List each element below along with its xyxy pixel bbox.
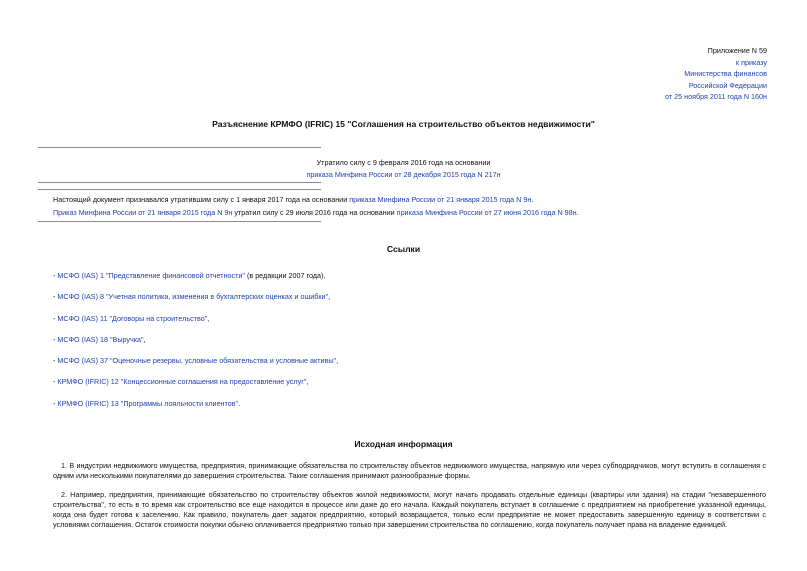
note-text: утратил силу с 29 июля 2016 года на основании — [232, 208, 397, 217]
list-item-suffix: , — [207, 313, 210, 323]
list-item — [53, 399, 338, 420]
list-item-prefix: - — [53, 271, 58, 280]
list-item-prefix: - — [53, 356, 58, 366]
list-item — [53, 271, 338, 292]
list-item — [53, 356, 338, 377]
section-heading: Исходная информация — [354, 439, 453, 449]
reference-link[interactable]: КРМФО (IFRIC) 12 "Концессионные соглашения на предоставление услуг" — [57, 377, 307, 387]
list-item-prefix: - — [53, 398, 58, 408]
document-title: Разъяснение КРМФО (IFRIC) 15 "Соглашения на строительство объектов недвижимости" — [212, 119, 595, 129]
status-note-line — [53, 193, 579, 206]
list-item-suffix: (в редакции 2007 года), — [244, 271, 326, 280]
list-item-prefix: - — [53, 313, 58, 323]
expired-text: Утратило силу с 9 февраля 2016 года на основании — [316, 158, 491, 167]
paragraph: 1. В индустрии недвижимого имущества, предприятия, принимающие обязательства по строительству объектов недвижимого имущества, напрямую или через субподрядчиков, могут вступить в соглашения с одним или несколькими покупателями до завершения строительства. Такие соглашения принимают разнообразные формы. — [53, 461, 766, 480]
order-98n-link[interactable]: приказа Минфина России от 27 июня 2016 года N 98н — [396, 208, 577, 217]
order-9n-link-2[interactable]: Приказ Минфина России от 21 января 2015 года N 9н — [53, 208, 233, 217]
expired-order-link[interactable]: приказа Минфина России от 28 декабря 2015 года N 217н — [306, 169, 501, 179]
note-text: . — [576, 208, 579, 217]
expired-notice — [0, 157, 807, 180]
appendix-federation-link[interactable]: Российской Федерации — [688, 80, 767, 90]
list-item-prefix: - — [53, 377, 58, 387]
list-item — [53, 292, 338, 313]
order-9n-link[interactable]: приказа Минфина России от 21 января 2015 года N 9н — [349, 195, 532, 204]
divider — [38, 182, 321, 183]
note-text: Настоящий документ признавался утратившим силу с 1 января 2017 года на основании — [53, 195, 350, 204]
status-note — [53, 193, 579, 219]
list-item — [53, 314, 338, 335]
reference-link[interactable]: КРМФО (IFRIC) 13 "Программы лояльности клиентов" — [57, 398, 239, 408]
appendix-ministry-link[interactable]: Министерства финансов — [684, 69, 767, 78]
list-item-suffix: . — [238, 398, 241, 408]
appendix-date-link[interactable]: от 25 ноября 2011 года N 160н — [665, 92, 767, 101]
list-item-suffix: , — [306, 377, 309, 387]
divider — [38, 147, 321, 148]
reference-link[interactable]: МСФО (IAS) 11 "Договоры на строительство" — [57, 313, 208, 323]
list-item-suffix: , — [336, 356, 339, 366]
status-note-line — [53, 206, 579, 219]
list-item — [53, 335, 338, 356]
reference-link[interactable]: МСФО (IAS) 8 "Учетная политика, изменения в бухгалтерских оценках и ошибки" — [57, 292, 329, 302]
reference-link[interactable]: МСФО (IAS) 18 "Выручка" — [57, 334, 144, 344]
note-text: . — [531, 195, 534, 204]
divider — [38, 189, 321, 190]
appendix-block — [665, 45, 767, 103]
reference-link[interactable]: МСФО (IAS) 1 "Представление финансовой отчетности" — [57, 271, 245, 280]
references-list — [53, 271, 338, 420]
divider — [38, 221, 321, 222]
list-item-prefix: - — [53, 334, 58, 344]
list-item — [53, 377, 338, 398]
appendix-order-link[interactable]: к приказу — [735, 57, 767, 67]
list-item-suffix: , — [328, 292, 331, 302]
appendix-line: Приложение N 59 — [707, 46, 767, 55]
list-item-prefix: - — [53, 292, 58, 302]
reference-link[interactable]: МСФО (IAS) 37 "Оценочные резервы, условные обязательства и условные активы" — [57, 356, 337, 366]
list-item-suffix: , — [143, 334, 146, 344]
paragraph: 2. Например, предприятия, принимающие обязательство по строительству объектов жилой недвижимости, могут начать продавать отдельные единицы (квартиры или здания) на стадии "незавершенного строительства", то есть в то время как строительство все еще находится в процессе или даже до его начала. Каждый покупатель вступает в соглашение с предприятием на приобретение указанной единицы, когда она будет готова к заселению. Как правило, покупатель дает задаток предприятию, который возвращается, только если предприятие не может предоставить завершенную единицу в соответствии с условиями соглашения. Остаток стоимости покупки обычно оплачивается предприятию только при завершении строительства по соглашению, когда покупатель получает права на владение единицей. — [53, 490, 766, 529]
references-heading: Ссылки — [386, 244, 421, 254]
